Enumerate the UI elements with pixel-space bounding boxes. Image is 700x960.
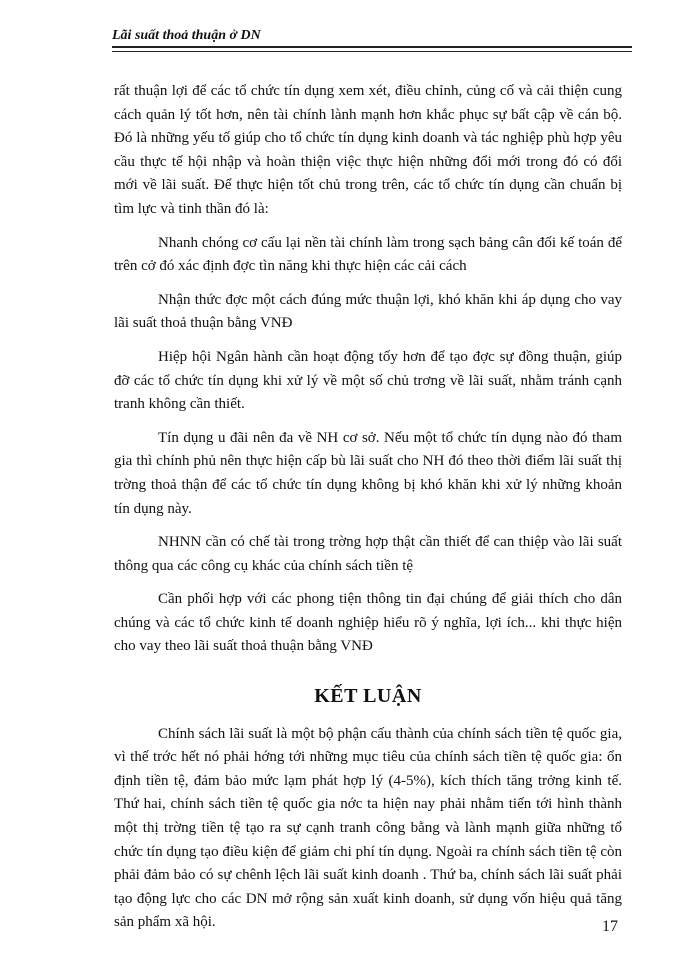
paragraph-awareness: Nhận thức đợc một cách đúng mức thuận lợi, khó khăn khi áp dụng cho vay lãi suất thoả thuận bằng VNĐ <box>114 291 622 332</box>
conclusion-heading: KẾT LUẬN <box>314 685 422 708</box>
paragraph-restructure-finance: Nhanh chóng cơ cấu lại nền tài chính làm trong sạch bảng cân đối kế toán để trên cở đó xác định đợc tìn năng khi thực hiện các cải cách <box>114 234 622 275</box>
page-body <box>114 80 622 945</box>
paragraph-conclusion: Chính sách lãi suất là một bộ phận cấu thành của chính sách tiền tệ quốc gia, vì thế trớc hết nó phải hớng tới những mục tiêu của chính sách tiền tệ quốc gia: ổn định tiền tệ, đảm bảo mức lạm phát hợp lý (4-5%), kích thích tăng trởng kinh tế. Thứ hai, chính sách tiền tệ quốc gia nớc ta hiện nay phải nhằm tiến tới hình thành một thị trờng tiền tệ tạo ra sự cạnh tranh công bằng và lành mạnh giữa những tổ chức tín dụng tạo điều kiện để giảm chi phí tín dụng. Ngoài ra chính sách tiền tệ còn phải đảm bảo có sự chênh lệch lãi suất kinh doanh . Thứ ba, chính sách lãi suất phải tạo động lực cho các DN mở rộng sản xuất kinh doanh, sử dụng vốn hiệu quả tăng sản phẩm xã hội. <box>114 725 622 931</box>
running-header <box>112 28 632 48</box>
header-title: Lãi suất thoả thuận ở DN <box>112 28 261 43</box>
paragraph-bank-association: Hiệp hội Ngân hành cần hoạt động tốy hơn để tạo đợc sự đồng thuận, giúp đỡ các tổ chức tín dụng khi xử lý về một số chủ trơng về lãi suất, nhằm tránh cạnh tranh không cần thiết. <box>114 348 622 413</box>
paragraph-media-coordination: Cần phối hợp với các phong tiện thông tin đại chúng để giải thích cho dân chúng và các tổ chức kinh tế doanh nghiệp hiểu rõ ý nghĩa, lợi ích... khi thực hiện cho vay theo lãi suất thoả thuận bằng VNĐ <box>114 591 622 655</box>
paragraph-sbv-sanctions: NHNN cần có chế tài trong trờng hợp thật cần thiết để can thiệp vào lãi suất thông qua các công cụ khác của chính sách tiền tệ <box>114 534 622 574</box>
page-number: 17 <box>602 918 618 935</box>
paragraph-preferential-credit: Tín dụng u đãi nên đa về NH cơ sở. Nếu một tổ chức tín dụng nào đó tham gia thì chính phủ nên thực hiện cấp bù lãi suất cho NH đó theo thời điểm lãi suất thị trờng thoả thận để các tổ chức tín dụng không bị khó khăn khi xử lý những khoản tín dụng này. <box>114 429 622 517</box>
paragraph-continuation: rất thuận lợi để các tổ chức tín dụng xem xét, điều chỉnh, củng cố và cải thiện cung cách quản lý tốt hơn, nên tài chính lành mạnh hơn khắc phục sự bất cập về cán bộ. Đó là những yếu tố giúp cho tổ chức tín dụng kinh doanh và tác nghiệp phù hợp yêu cầu thực tế hội nhập và hoàn thiện việc thực hiện những đổi mới trong đó có đổi mới về lãi suất. Để thực hiện tốt chủ trong trên, các tổ chức tín dụng cần chuẩn bị tìm lực và tinh thần đó là: <box>114 83 622 217</box>
